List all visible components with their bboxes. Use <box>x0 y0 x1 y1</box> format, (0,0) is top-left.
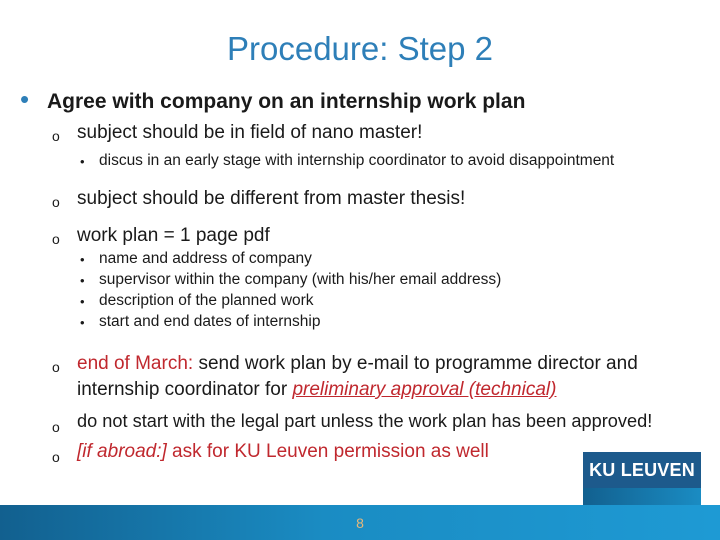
dot-bullet-marker: • <box>80 154 85 169</box>
item-different-from-thesis: subject should be different from master thesis! <box>77 188 466 209</box>
item-work-plan: work plan = 1 page pdf <box>77 225 270 246</box>
abroad-text: ask for KU Leuven permission as well <box>166 441 489 462</box>
dot-bullet-marker: • <box>80 315 85 330</box>
deadline-label: end of March: <box>77 353 194 374</box>
ring-bullet-marker: o <box>52 231 60 247</box>
ring-bullet-marker: o <box>52 359 60 375</box>
item-end-of-march-line2 <box>77 379 556 401</box>
item-end-of-march <box>77 353 638 375</box>
item-abroad <box>77 441 489 463</box>
main-bullet-marker: • <box>20 84 30 114</box>
preliminary-approval-highlight: preliminary approval (technical) <box>292 379 557 400</box>
abroad-label: [if abroad:] <box>77 441 167 462</box>
dot-bullet-marker: • <box>80 252 85 267</box>
ring-bullet-marker: o <box>52 419 60 435</box>
item-field-of-nano: subject should be in field of nano master! <box>77 122 423 143</box>
sub-item-name-address: name and address of company <box>99 250 312 267</box>
ring-bullet-marker: o <box>52 449 60 465</box>
deadline-text: send work plan by e-mail to programme director and <box>193 353 638 374</box>
item-legal-part: do not start with the legal part unless the work plan has been approved! <box>77 411 653 431</box>
slide-title: Procedure: Step 2 <box>227 30 493 67</box>
ku-leuven-logo: KU LEUVEN <box>583 452 701 488</box>
page-number: 8 <box>356 515 364 531</box>
approval-lead-text: internship coordinator for <box>77 379 293 400</box>
sub-item-dates: start and end dates of internship <box>99 313 321 330</box>
dot-bullet-marker: • <box>80 273 85 288</box>
logo-stripe <box>583 488 701 505</box>
ring-bullet-marker: o <box>52 194 60 210</box>
main-bullet-text: Agree with company on an internship work plan <box>47 90 526 113</box>
sub-item-supervisor: supervisor within the company (with his/her email address) <box>99 271 502 288</box>
sub-item-description: description of the planned work <box>99 292 314 309</box>
dot-bullet-marker: • <box>80 294 85 309</box>
sub-item-discus: discus in an early stage with internship coordinator to avoid disappointment <box>99 152 615 169</box>
ring-bullet-marker: o <box>52 128 60 144</box>
